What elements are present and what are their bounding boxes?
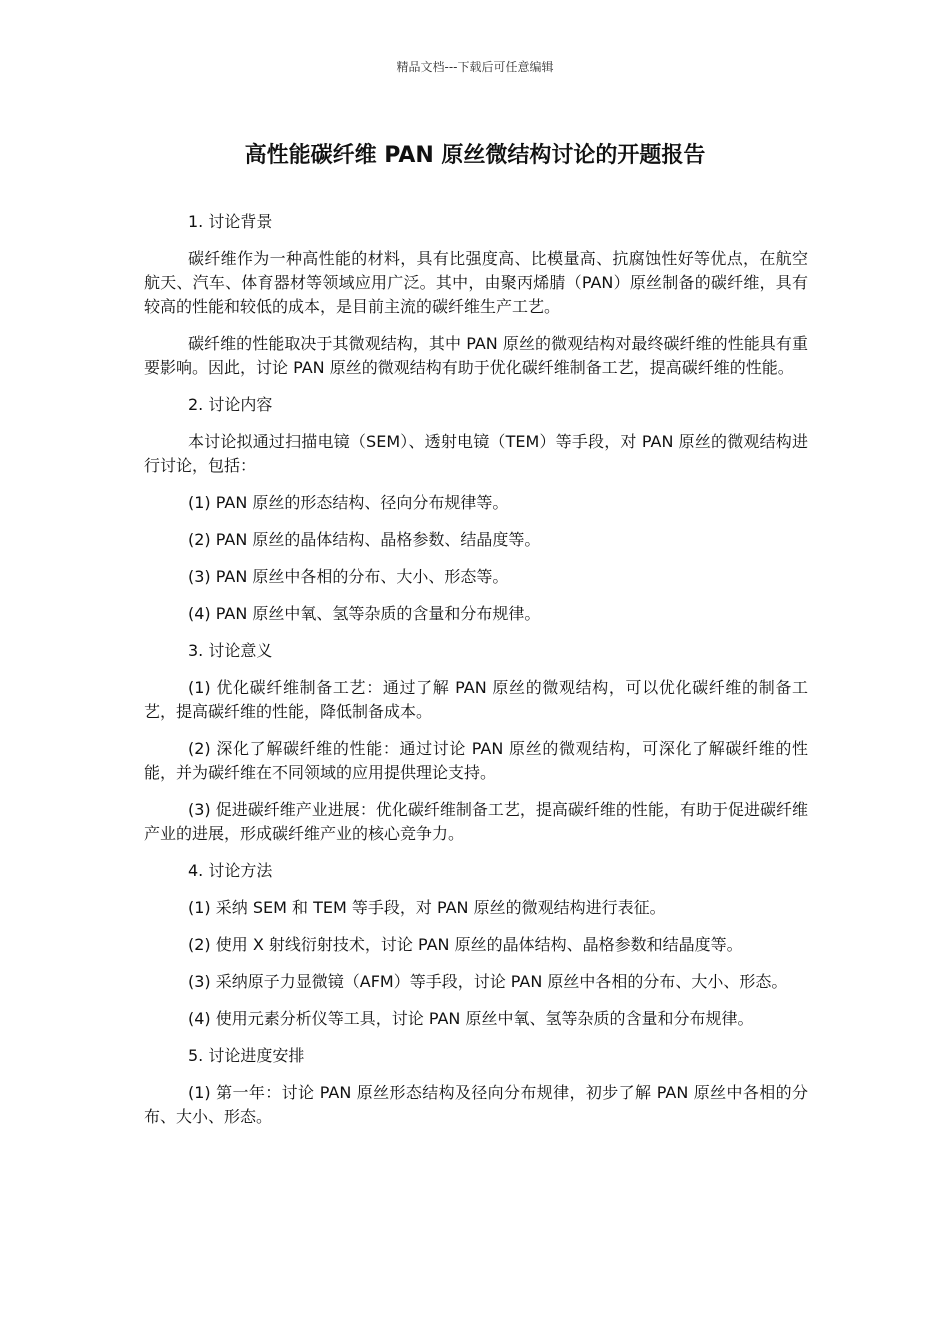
document-body: [144, 210, 808, 1142]
list-item-significance-3: (3) 促进碳纤维产业进展：优化碳纤维制备工艺，提高碳纤维的性能，有助于促进碳纤维产业的进展，形成碳纤维产业的核心竞争力。: [144, 800, 808, 843]
section-heading-methods: 4. 讨论方法: [188, 861, 273, 880]
list-item-content-2: (2) PAN 原丝的晶体结构、晶格参数、结晶度等。: [188, 530, 541, 549]
document-title: 高性能碳纤维 PAN 原丝微结构讨论的开题报告: [244, 143, 706, 168]
section-heading-significance: 3. 讨论意义: [188, 641, 273, 660]
list-item-content-4: (4) PAN 原丝中氧、氢等杂质的含量和分布规律。: [188, 604, 541, 623]
list-item-methods-1: (1) 采纳 SEM 和 TEM 等手段，对 PAN 原丝的微观结构进行表征。: [188, 898, 666, 917]
list-item-methods-4: (4) 使用元素分析仪等工具，讨论 PAN 原丝中氧、氢等杂质的含量和分布规律。: [188, 1009, 754, 1028]
list-item-methods-2: (2) 使用 X 射线衍射技术，讨论 PAN 原丝的晶体结构、晶格参数和结晶度等。: [188, 935, 743, 954]
section-heading-schedule: 5. 讨论进度安排: [188, 1046, 305, 1065]
paragraph-background-2: 碳纤维的性能取决于其微观结构，其中 PAN 原丝的微观结构对最终碳纤维的性能具有重要影响。因此，讨论 PAN 原丝的微观结构有助于优化碳纤维制备工艺，提高碳纤维的性能。: [144, 334, 808, 377]
list-item-content-3: (3) PAN 原丝中各相的分布、大小、形态等。: [188, 567, 509, 586]
list-item-schedule-1: (1) 第一年：讨论 PAN 原丝形态结构及径向分布规律，初步了解 PAN 原丝中各相的分布、大小、形态。: [144, 1083, 808, 1126]
list-item-significance-1: (1) 优化碳纤维制备工艺：通过了解 PAN 原丝的微观结构，可以优化碳纤维的制备工艺，提高碳纤维的性能，降低制备成本。: [144, 678, 808, 721]
paragraph-content-intro: 本讨论拟通过扫描电镜（SEM）、透射电镜（TEM）等手段，对 PAN 原丝的微观结构进行讨论，包括：: [144, 432, 808, 475]
list-item-significance-2: (2) 深化了解碳纤维的性能：通过讨论 PAN 原丝的微观结构，可深化了解碳纤维的性能，并为碳纤维在不同领域的应用提供理论支持。: [144, 739, 808, 782]
section-heading-background: 1. 讨论背景: [188, 212, 273, 231]
list-item-content-1: (1) PAN 原丝的形态结构、径向分布规律等。: [188, 493, 509, 512]
list-item-methods-3: (3) 采纳原子力显微镜（AFM）等手段，讨论 PAN 原丝中各相的分布、大小、形态。: [188, 972, 788, 991]
header-note: 精品文档---下载后可任意编辑: [396, 60, 554, 74]
paragraph-background-1: 碳纤维作为一种高性能的材料，具有比强度高、比模量高、抗腐蚀性好等优点，在航空航天、汽车、体育器材等领域应用广泛。其中，由聚丙烯腈（PAN）原丝制备的碳纤维，具有较高的性能和较低的成本，是目前主流的碳纤维生产工艺。: [144, 249, 808, 316]
section-heading-content: 2. 讨论内容: [188, 395, 273, 414]
